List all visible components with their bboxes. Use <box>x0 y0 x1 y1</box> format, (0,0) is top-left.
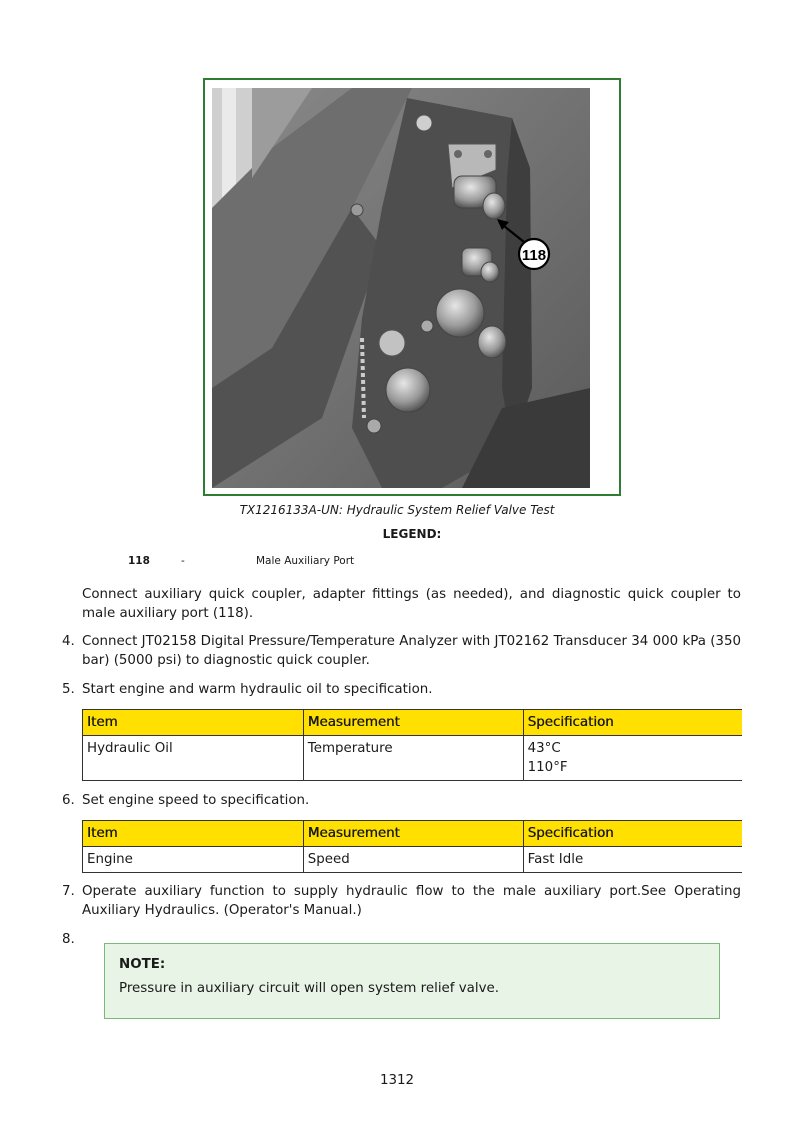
step-text: Start engine and warm hydraulic oil to specification. <box>82 682 433 697</box>
table-cell-specification: Fast Idle <box>523 847 742 873</box>
spec-celsius: 43°C <box>527 741 561 756</box>
step-number: 6. <box>62 793 75 808</box>
figure-frame <box>203 78 621 496</box>
spec-fahrenheit: 110°F <box>527 760 568 775</box>
table-header-item: Item <box>83 821 304 847</box>
step-number: 5. <box>62 682 75 697</box>
step-number: 8. <box>62 932 75 947</box>
hydraulic-relief-valve-photo <box>212 88 590 488</box>
note-box <box>104 943 720 1019</box>
table-header-measurement: Measurement <box>303 821 523 847</box>
note-text: Pressure in auxiliary circuit will open system relief valve. <box>119 981 500 996</box>
callout-label-118: 118 <box>521 247 547 264</box>
legend-item-description: Male Auxiliary Port <box>256 555 355 567</box>
table-header-specification: Specification <box>523 821 742 847</box>
table-cell-measurement: Temperature <box>303 736 523 781</box>
legend-item-dash: - <box>181 555 185 567</box>
step-text: Set engine speed to specification. <box>82 793 310 808</box>
table-cell-item: Engine <box>83 847 304 873</box>
table-row <box>83 847 743 873</box>
figure-caption: TX1216133A-UN: Hydraulic System Relief Valve Test <box>239 503 555 517</box>
step-number: 4. <box>62 634 75 649</box>
table-header-row <box>83 710 743 736</box>
table-header-row <box>83 821 743 847</box>
spec-table-oil-temperature <box>82 709 742 781</box>
table-cell-specification <box>523 736 742 781</box>
spec-table-engine-speed <box>82 820 742 873</box>
page-number: 1312 <box>379 1073 415 1088</box>
legend-item-number: 118 <box>128 555 150 567</box>
intro-paragraph: Connect auxiliary quick coupler, adapter fittings (as needed), and diagnostic quick coupler to male auxiliary port (118). <box>82 587 741 621</box>
step-text: Operate auxiliary function to supply hydraulic flow to the male auxiliary port.See Operating Auxiliary Hydraulics. (Operator's Manual.) <box>82 884 741 918</box>
step-number: 7. <box>62 884 75 899</box>
legend-item <box>0 555 794 571</box>
table-cell-item: Hydraulic Oil <box>83 736 304 781</box>
table-header-item: Item <box>83 710 304 736</box>
step-text: Connect JT02158 Digital Pressure/Temperature Analyzer with JT02162 Transducer 34 000 kPa (350 bar) (5000 psi) to diagnostic quick coupler. <box>82 634 741 668</box>
legend-title: LEGEND: <box>382 527 442 541</box>
table-header-measurement: Measurement <box>303 710 523 736</box>
table-row <box>83 736 743 781</box>
note-title: NOTE: <box>119 957 166 972</box>
table-cell-measurement: Speed <box>303 847 523 873</box>
table-header-specification: Specification <box>523 710 742 736</box>
